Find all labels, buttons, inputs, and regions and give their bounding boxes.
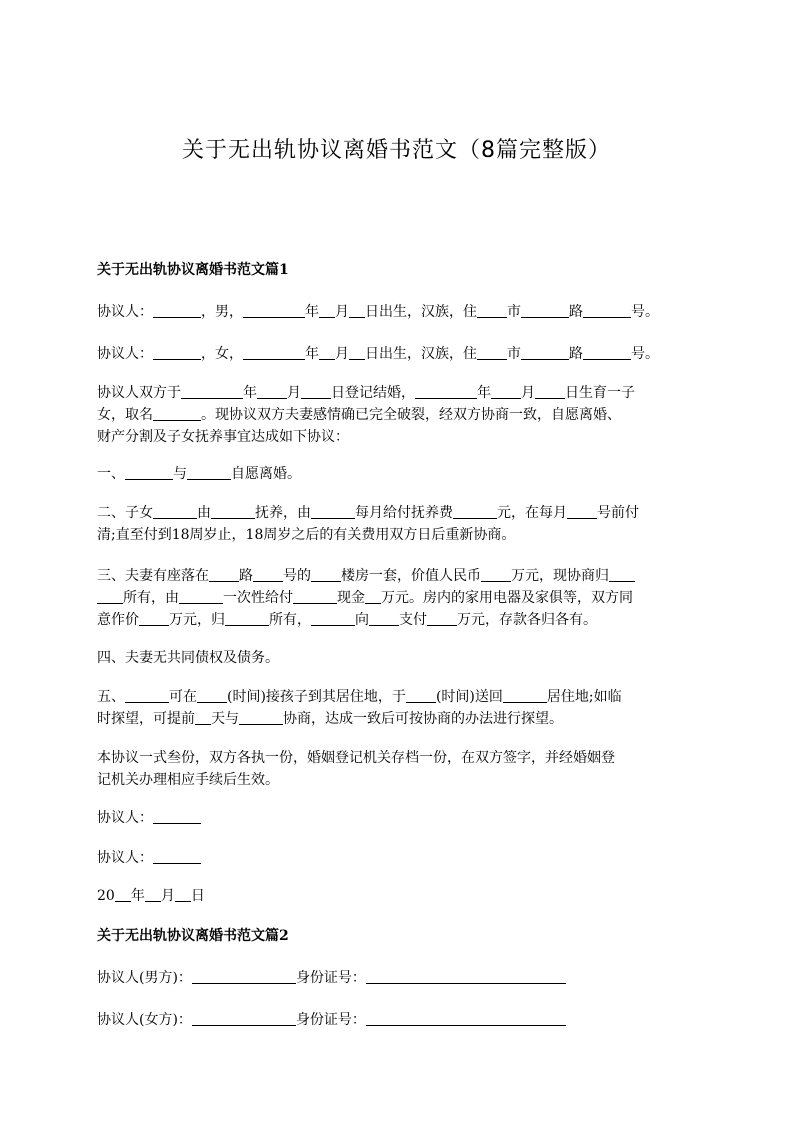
blank-field <box>415 382 477 399</box>
blank-field <box>477 343 507 360</box>
blank-field <box>125 686 169 703</box>
clause-3-line1: 三、夫妻有座落在 路 号的 楼房一套，价值人民币 万元，现协商归 <box>97 564 709 588</box>
clause-2-line2: 清;直至付到18周岁止，18周岁之后的有关费用双方日后重新协商。 <box>97 527 516 543</box>
blank-field <box>153 807 201 824</box>
blank-field <box>197 686 227 703</box>
blank-field <box>187 463 231 480</box>
blank-field <box>253 565 283 582</box>
blank-field <box>125 463 173 480</box>
blank-field <box>366 967 566 984</box>
blank-field <box>153 502 197 519</box>
blank-field <box>293 587 337 604</box>
clause-1: 一、 与 自愿离婚。 <box>97 462 709 486</box>
blank-field <box>319 301 335 318</box>
blank-field <box>583 343 631 360</box>
blank-field <box>427 609 457 626</box>
date-line: 20 年 月 日 <box>97 884 709 908</box>
blank-field <box>192 967 296 984</box>
closing-paragraph-line1: 本协议一式叁份，双方各执一份，婚姻登记机关存档一份，在双方签字，并经婚姻登 <box>97 750 615 766</box>
page-title: 关于无出轨协议离婚书范文（8篇完整版） <box>182 138 611 163</box>
clause-3-line3: 意作价 万元，归 所有， 向 支付 万元，存款各归各有。 <box>97 608 709 632</box>
blank-field <box>583 301 631 318</box>
blank-field <box>181 382 243 399</box>
blank-field <box>406 686 436 703</box>
blank-field <box>243 301 305 318</box>
blank-field <box>225 609 269 626</box>
blank-field <box>369 609 399 626</box>
blank-field <box>491 382 521 399</box>
blank-field <box>179 587 223 604</box>
signature-line-1: 协议人： <box>97 806 709 830</box>
blank-field <box>609 565 635 582</box>
clause-5-line1: 五、 可在 (时间)接孩子到其居住地，于 (时间)送回 居住地;如临 <box>97 685 709 709</box>
blank-field <box>211 502 255 519</box>
blank-field <box>477 301 507 318</box>
blank-field <box>503 686 547 703</box>
blank-field <box>243 343 305 360</box>
blank-field <box>195 708 211 725</box>
clause-3-line2: 所有，由 一次性给付 现金 万元。房内的家用电器及家俱等，双方同 <box>97 586 709 610</box>
blank-field <box>257 382 287 399</box>
closing-paragraph-line2: 记机关办理相应手续后生效。 <box>97 772 279 788</box>
party-female-id-line: 协议人(女方)： 身份证号： <box>97 1008 709 1032</box>
blank-field <box>535 382 565 399</box>
paragraph-marriage-line2: 女，取名 。现协议双方夫妻感情确已完全破裂，经双方协商一致，自愿离婚、 <box>97 403 709 427</box>
paragraph-marriage-line3: 财产分割及子女抚养事宜达成如下协议： <box>97 429 349 445</box>
blank-field <box>153 404 201 421</box>
blank-field <box>311 502 355 519</box>
paragraph-party-female: 协议人： ，女， 年 月 日出生，汉族，住 市 路 号。 <box>97 342 709 366</box>
clause-2-line1: 二、子女 由 抚养，由 每月给付抚养费 元，在每月 号前付 <box>97 501 709 525</box>
blank-field <box>521 343 569 360</box>
blank-field <box>366 1009 566 1026</box>
blank-field <box>97 587 123 604</box>
clause-4: 四、夫妻无共同债权及债务。 <box>97 650 279 666</box>
blank-field <box>153 343 201 360</box>
blank-field <box>301 382 331 399</box>
blank-field <box>139 609 169 626</box>
section-heading-2: 关于无出轨协议离婚书范文篇2 <box>97 928 289 944</box>
section-heading-1: 关于无出轨协议离婚书范文篇1 <box>97 262 289 278</box>
blank-field <box>153 847 201 864</box>
blank-field <box>311 609 355 626</box>
blank-field <box>175 885 191 902</box>
blank-field <box>481 565 511 582</box>
blank-field <box>209 565 239 582</box>
blank-field <box>349 301 365 318</box>
blank-field <box>192 1009 296 1026</box>
blank-field <box>349 343 365 360</box>
blank-field <box>521 301 569 318</box>
paragraph-party-male: 协议人： ，男， 年 月 日出生，汉族，住 市 路 号。 <box>97 300 709 324</box>
blank-field <box>311 565 341 582</box>
party-male-id-line: 协议人(男方)： 身份证号： <box>97 966 709 990</box>
blank-field <box>239 708 283 725</box>
signature-line-2: 协议人： <box>97 846 709 870</box>
paragraph-marriage-line1: 协议人双方于 年 月 日登记结婚， 年 月 日生育一子 <box>97 381 709 405</box>
blank-field <box>365 587 381 604</box>
blank-field <box>115 885 131 902</box>
blank-field <box>567 502 597 519</box>
blank-field <box>153 301 201 318</box>
clause-5-line2: 时探望，可提前 天与 协商，达成一致后可按协商的办法进行探望。 <box>97 707 709 731</box>
blank-field <box>145 885 161 902</box>
blank-field <box>453 502 497 519</box>
blank-field <box>319 343 335 360</box>
